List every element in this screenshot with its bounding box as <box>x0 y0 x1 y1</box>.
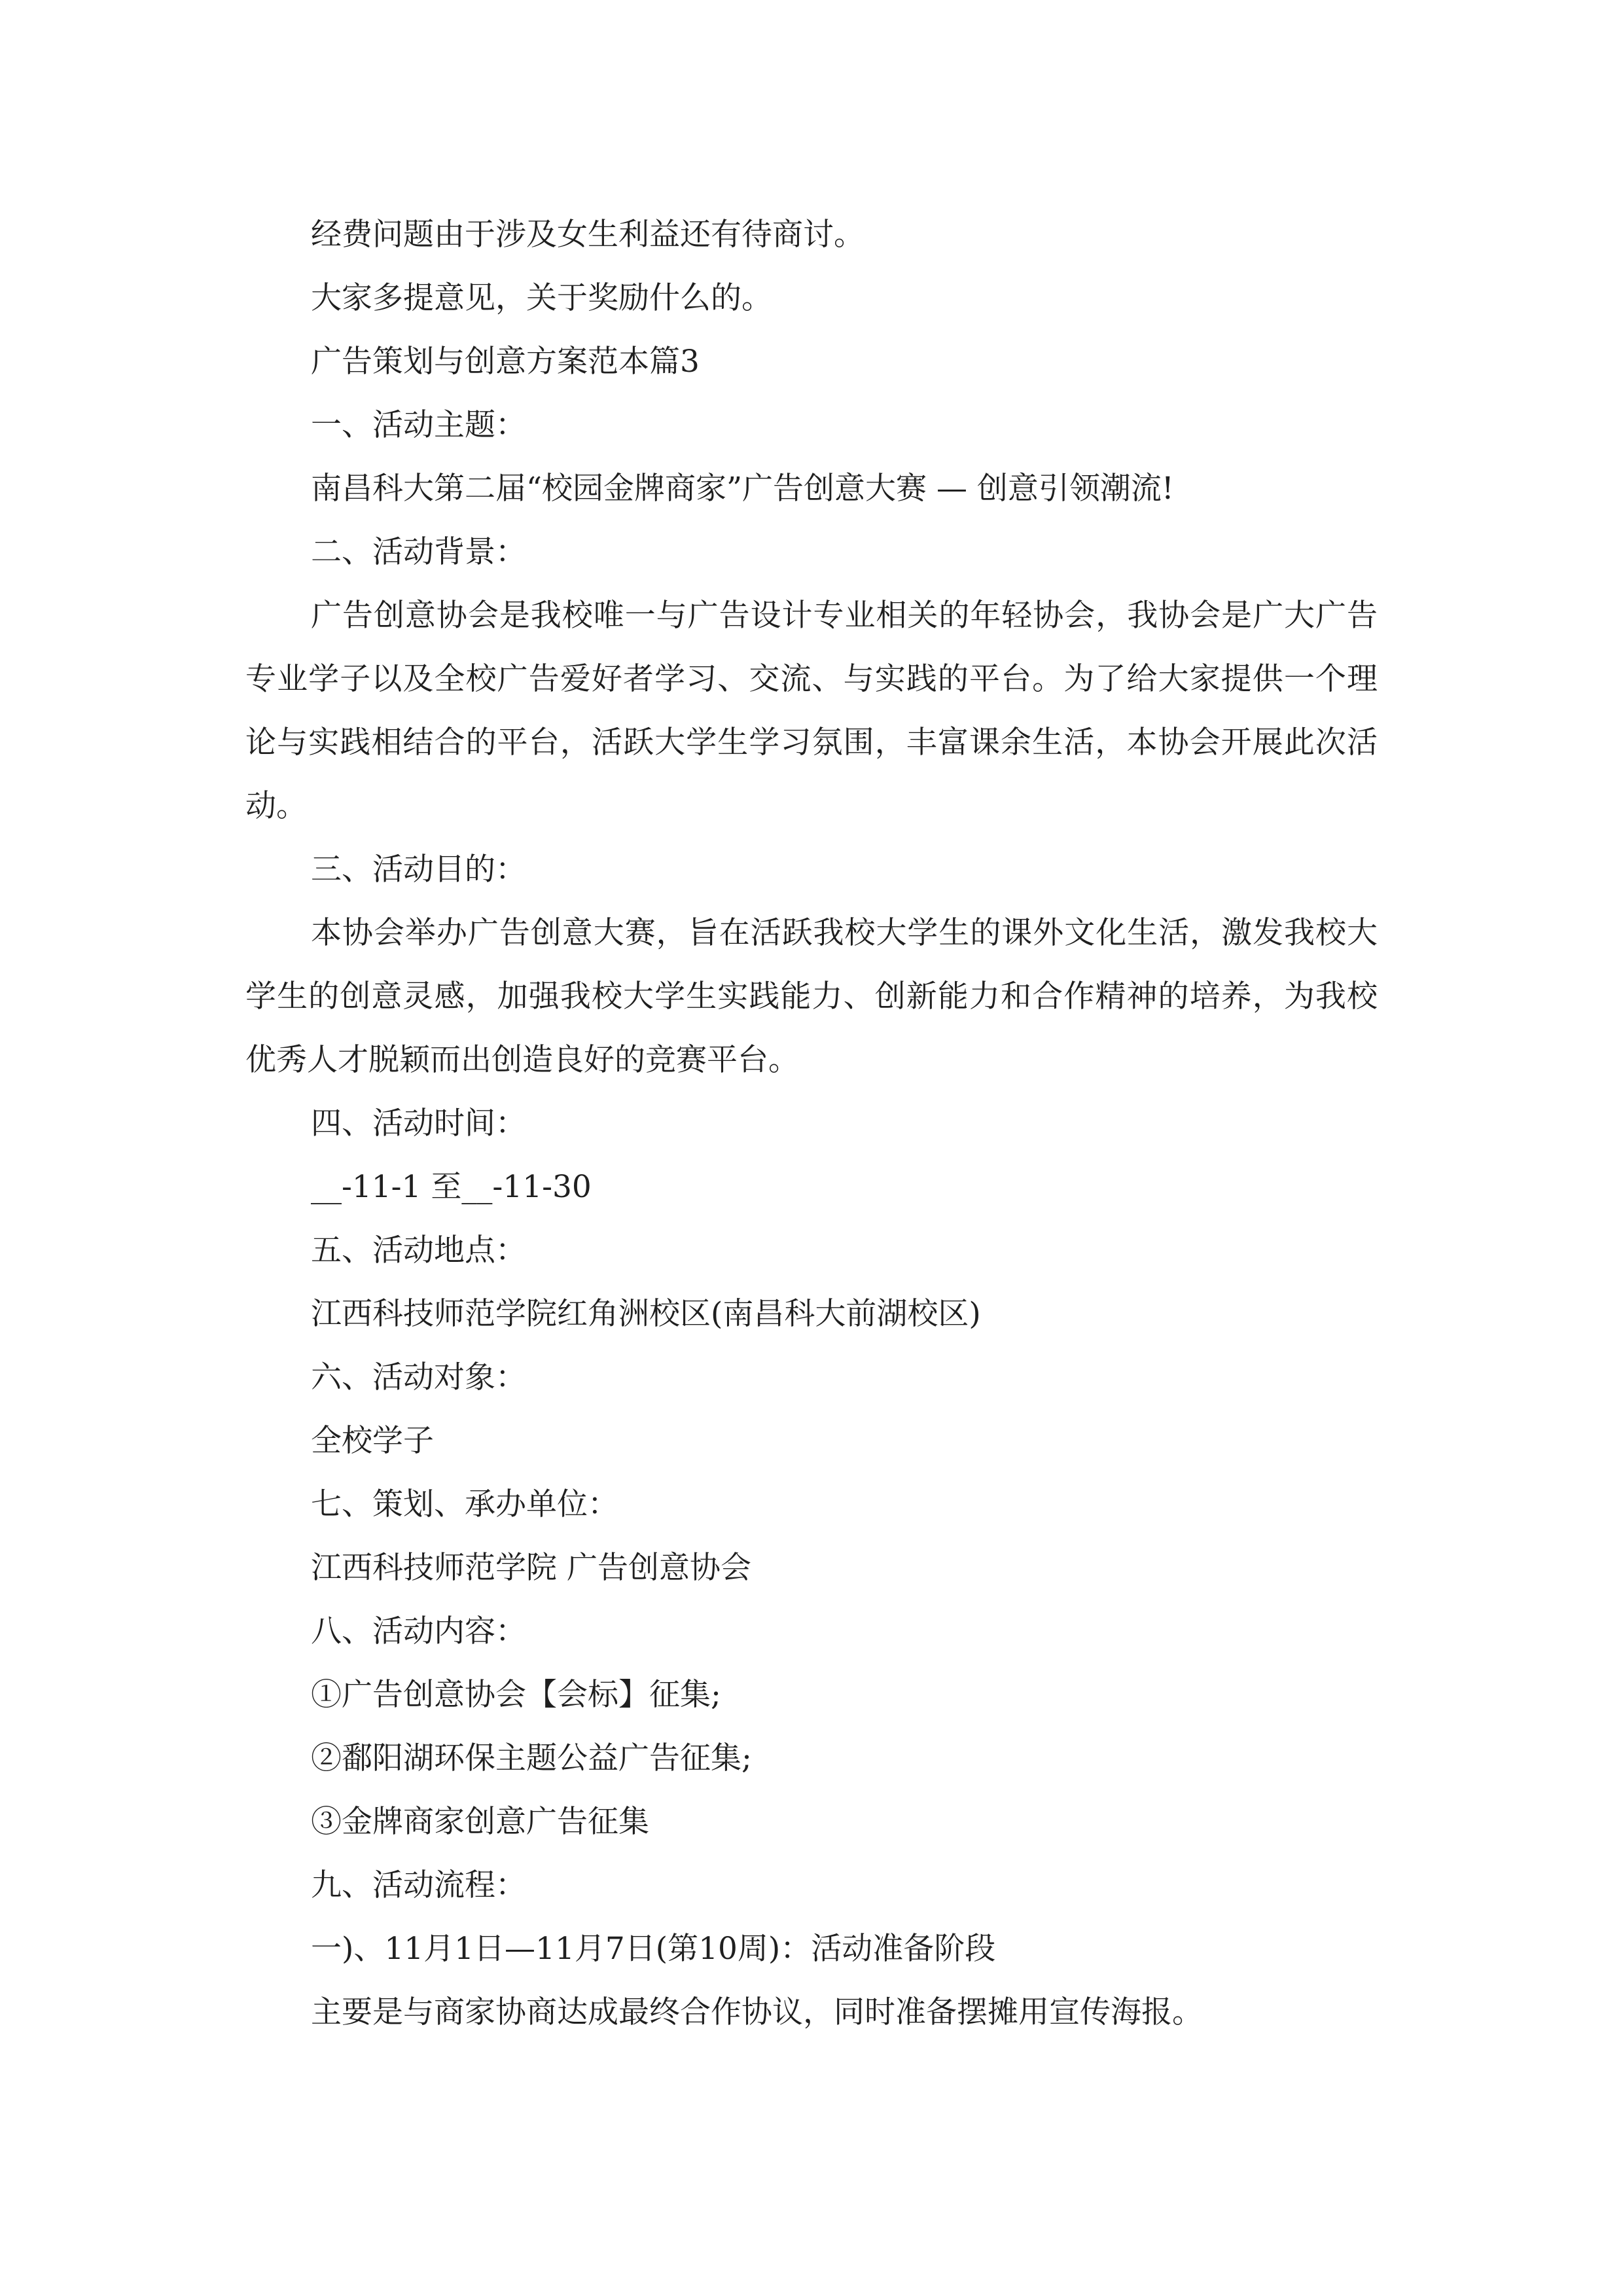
paragraph-funding-note: 经费问题由于涉及女生利益还有待商讨。 <box>311 217 865 253</box>
paragraph-location: 江西科技师范学院红角洲校区(南昌科大前湖校区) <box>311 1296 981 1332</box>
paragraph-stage-one-detail: 主要是与商家协商达成最终合作协议，同时准备摆摊用宣传海报。 <box>311 1994 1203 2030</box>
paragraph-suggestions: 大家多提意见，关于奖励什么的。 <box>311 280 772 316</box>
paragraph-stage-one: 一)、11月1日—11月7日(第10周)：活动准备阶段 <box>311 1931 996 1967</box>
paragraph-theme: 南昌科大第二届“校园金牌商家”广告创意大赛 — 创意引领潮流! <box>311 471 1174 507</box>
paragraph-organizer: 江西科技师范学院 广告创意协会 <box>311 1550 751 1586</box>
heading-content: 八、活动内容： <box>311 1613 526 1649</box>
heading-organizer: 七、策划、承办单位： <box>311 1486 618 1522</box>
paragraph-background: 广告创意协会是我校唯一与广告设计专业相关的年轻协会，我协会是广大广告专业学子以及全校广告爱好者学习、交流、与实践的平台。为了给大家提供一个理论与实践相结合的平台，活跃大学生学习氛围，丰富课余生活，本协会开展此次活动。 <box>245 598 1378 824</box>
paragraph-audience: 全校学子 <box>311 1423 434 1459</box>
heading-location: 五、活动地点： <box>311 1232 526 1268</box>
paragraph-purpose: 本协会举办广告创意大赛，旨在活跃我校大学生的课外文化生活，激发我校大学生的创意灵感，加强我校大学生实践能力、创新能力和合作精神的培养，为我校优秀人才脱颖而出创造良好的竞赛平台。 <box>245 915 1378 1078</box>
section-title: 广告策划与创意方案范本篇3 <box>311 344 700 380</box>
heading-theme: 一、活动主题： <box>311 407 526 443</box>
heading-background: 二、活动背景： <box>311 534 526 570</box>
heading-process: 九、活动流程： <box>311 1867 526 1903</box>
paragraph-time: __-11-1 至__-11-30 <box>311 1169 592 1205</box>
heading-audience: 六、活动对象： <box>311 1359 526 1395</box>
list-item-poyang: ②鄱阳湖环保主题公益广告征集; <box>311 1740 752 1776</box>
heading-time: 四、活动时间： <box>311 1105 526 1141</box>
list-item-merchant: ③金牌商家创意广告征集 <box>311 1804 649 1840</box>
document-body <box>245 203 1378 2044</box>
list-item-logo: ①广告创意协会【会标】征集; <box>311 1677 721 1713</box>
heading-purpose: 三、活动目的： <box>311 852 526 888</box>
